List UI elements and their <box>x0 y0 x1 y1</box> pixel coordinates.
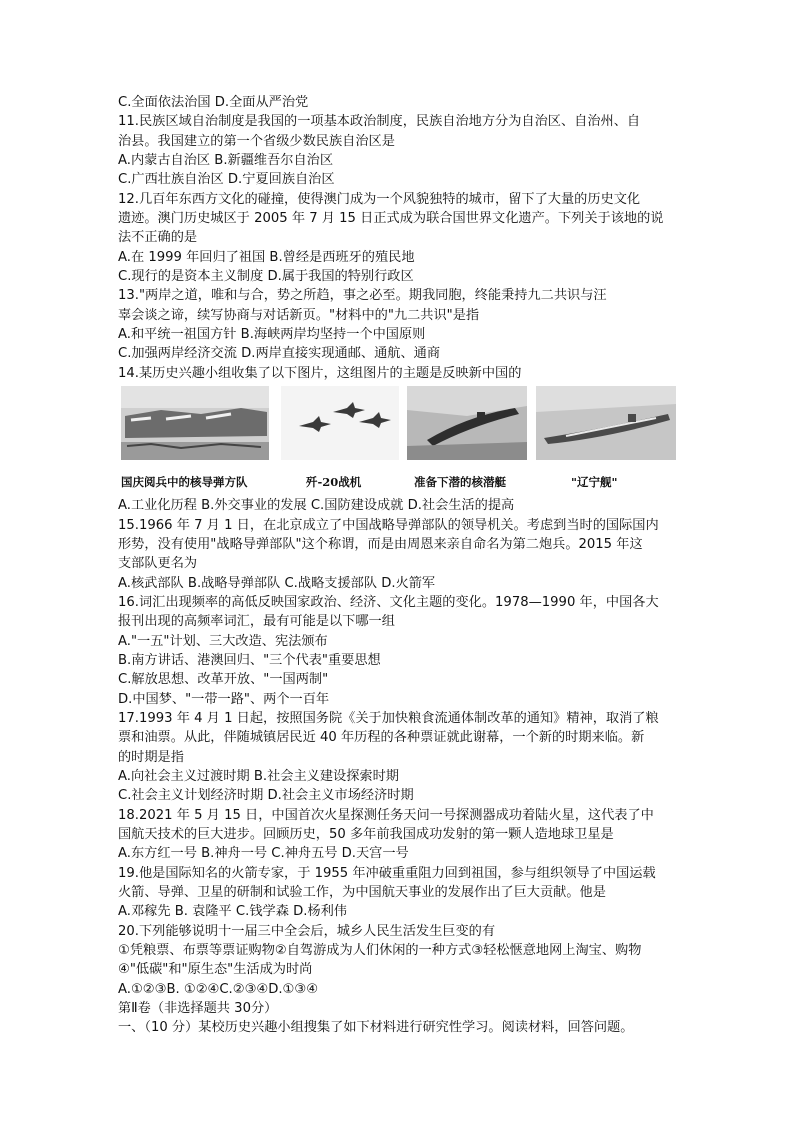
text-line: 遗迹。澳门历史城区于 2005 年 7 月 15 日正式成为联合国世界文化遗产。下列关于该地的说 <box>118 211 664 227</box>
text-line: 支部队更名为 <box>118 556 198 572</box>
photo-nuclear-submarine <box>407 386 527 460</box>
text-line: 16.词汇出现频率的高低反映国家政治、经济、文化主题的变化。1978—1990 年，中国各大 <box>118 594 659 610</box>
text-line: 17.1993 年 4 月 1 日起，按照国务院《关于加快粮食流通体制改革的通知》精神，取消了粮 <box>118 710 659 726</box>
photo-caption-2: 歼-20战机 <box>306 475 362 490</box>
text-line: 第Ⅱ卷（非选择题共 30分） <box>118 1001 278 1017</box>
text-line: 14.某历史兴趣小组收集了以下图片，这组图片的主题是反映新中国的 <box>118 365 522 381</box>
text-line: 11.民族区域自治制度是我国的一项基本政治制度，民族自治地方分为自治区、自治州、自 <box>118 114 641 130</box>
text-line: A.东方红一号 B.神舟一号 C.神舟五号 D.天宫一号 <box>118 846 409 862</box>
text-line: A.内蒙古自治区 B.新疆维吾尔自治区 <box>118 153 334 169</box>
text-line: C.加强两岸经济交流 D.两岸直接实现通邮、通航、通商 <box>118 346 441 362</box>
text-line: A.向社会主义过渡时期 B.社会主义建设探索时期 <box>118 768 399 784</box>
text-line: 12.几百年东西方文化的碰撞，使得澳门成为一个风貌独特的城市，留下了大量的历史文化 <box>118 191 641 207</box>
text-line: 法不正确的是 <box>118 230 198 246</box>
photo-missile-parade <box>121 386 269 460</box>
text-line: 火箭、导弹、卫星的研制和试验工作，为中国航天事业的发展作出了巨大贡献。他是 <box>118 885 606 901</box>
text-line: A.工业化历程 B.外交事业的发展 C.国防建设成就 D.社会生活的提高 <box>118 498 515 514</box>
text-line: C.解放思想、改革开放、"一国两制" <box>118 672 329 688</box>
text-line: A.和平统一祖国方针 B.海峡两岸均坚持一个中国原则 <box>118 327 426 343</box>
text-line: A."一五"计划、三大改造、宪法颁布 <box>118 633 328 649</box>
text-line: A.①②③B. ①②④C.②③④D.①③④ <box>118 981 319 997</box>
text-line: 票和油票。从此，伴随城镇居民近 40 年历程的各种票证就此谢幕，一个新的时期来临。新 <box>118 730 645 746</box>
text-line: B.南方讲话、港澳回归、"三个代表"重要思想 <box>118 652 381 668</box>
text-line: 20.下列能够说明十一届三中全会后，城乡人民生活发生巨变的有 <box>118 923 496 939</box>
text-line: D.中国梦、"一带一路"、两个一百年 <box>118 691 330 707</box>
text-line: 形势，没有使用"战略导弹部队"这个称谓，而是由周恩来亲自命名为第二炮兵。2015 年这 <box>118 536 643 552</box>
photo-group <box>118 386 688 490</box>
text-line: 辜会谈之谛，续写协商与对话新页。"材料中的"九二共识"是指 <box>118 307 480 323</box>
photo-j20-fighters <box>281 386 399 460</box>
text-line: A.邓稼先 B. 袁隆平 C.钱学森 D.杨利伟 <box>118 904 347 920</box>
text-line: 18.2021 年 5 月 15 日，中国首次火星探测任务天问一号探测器成功着陆火星，这代表了中 <box>118 807 654 823</box>
text-line: 的时期是指 <box>118 749 184 765</box>
text-line: C.社会主义计划经济时期 D.社会主义市场经济时期 <box>118 788 414 804</box>
text-line: 15.1966 年 7 月 1 日，在北京成立了中国战略导弹部队的领导机关。考虑到当时的国际国内 <box>118 517 659 533</box>
photo-caption-3: 准备下潜的核潜艇 <box>414 475 506 490</box>
text-line: 治县。我国建立的第一个省级少数民族自治区是 <box>118 133 395 149</box>
text-line: ①凭粮票、布票等票证购物②自驾游成为人们休闲的一种方式③轻松惬意地网上淘宝、购物 <box>118 943 642 959</box>
photo-caption-1: 国庆阅兵中的核导弹方队 <box>121 475 248 490</box>
photo-liaoning-carrier <box>536 386 676 460</box>
text-line: C.广西壮族自治区 D.宁夏回族自治区 <box>118 172 335 188</box>
text-line: 国航天技术的巨大进步。回顾历史，50 多年前我国成功发射的第一颗人造地球卫星是 <box>118 827 614 842</box>
photo-caption-4: "辽宁舰" <box>571 475 618 490</box>
text-line: 报刊出现的高频率词汇，最有可能是以下哪一组 <box>118 614 395 630</box>
question-block-lower <box>118 496 688 1038</box>
text-line: A.核武部队 B.战略导弹部队 C.战略支援部队 D.火箭军 <box>118 575 436 591</box>
text-line: 19.他是国际知名的火箭专家，于 1955 年冲破重重阻力回到祖国，参与组织领导了中国运载 <box>118 865 656 881</box>
text-line: A.在 1999 年回归了祖国 B.曾经是西班牙的殖民地 <box>118 249 415 265</box>
text-line: ④"低碳"和"原生态"生活成为时尚 <box>118 962 313 978</box>
text-line: 一、（10 分）某校历史兴趣小组搜集了如下材料进行研究性学习。阅读材料，回答问题。 <box>118 1020 634 1036</box>
text-line: 13."两岸之道，唯和与合，势之所趋，事之必至。期我同胞，终能秉持九二共识与汪 <box>118 288 607 304</box>
text-line: C.现行的是资本主义制度 D.属于我国的特别行政区 <box>118 269 414 285</box>
text-line: C.全面依法治国 D.全面从严治党 <box>118 95 309 110</box>
exam-page <box>118 93 688 1038</box>
question-block-upper <box>118 93 688 383</box>
